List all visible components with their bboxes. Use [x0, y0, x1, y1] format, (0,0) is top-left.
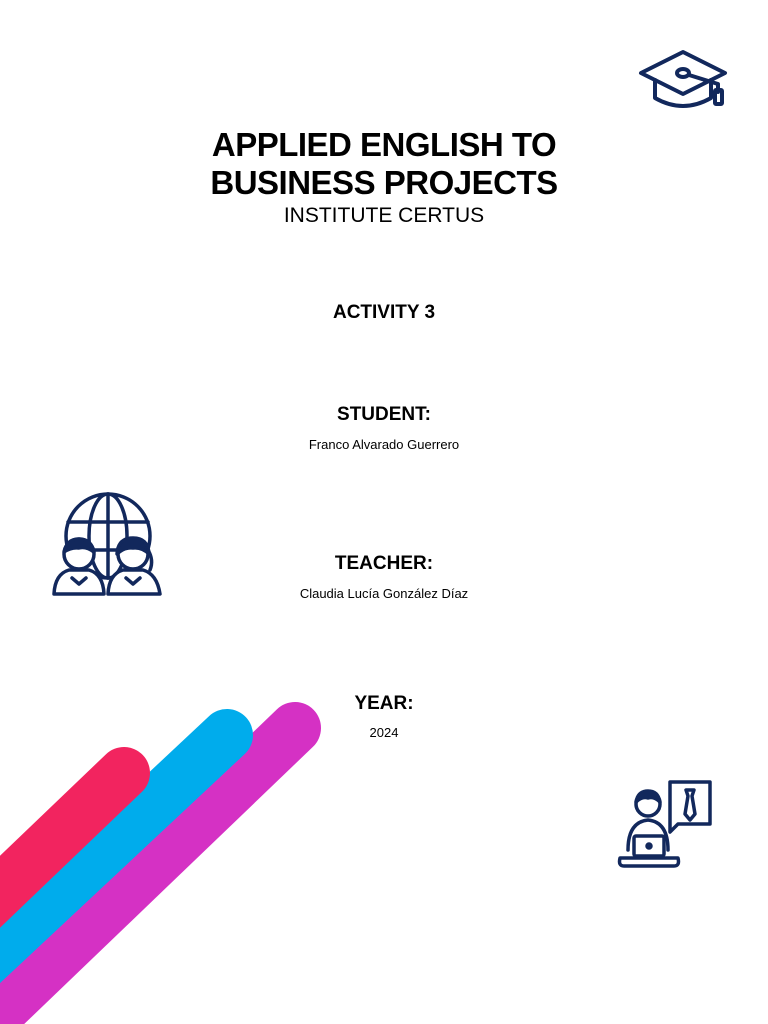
- graduation-cap-icon: [638, 48, 730, 112]
- student-name: Franco Alvarado Guerrero: [308, 437, 460, 452]
- title-line-1: APPLIED ENGLISH TO: [211, 126, 557, 163]
- student-heading: STUDENT:: [337, 404, 431, 425]
- title-line-2: BUSINESS PROJECTS: [210, 164, 558, 201]
- teacher-name: Claudia Lucía González Díaz: [299, 586, 469, 601]
- year-value: 2024: [369, 725, 399, 740]
- institution-name: INSTITUTE CERTUS: [283, 204, 485, 227]
- year-heading: YEAR:: [354, 693, 414, 714]
- online-learning-icon: [614, 778, 716, 874]
- activity-heading: ACTIVITY 3: [332, 302, 436, 323]
- global-students-icon: [50, 490, 166, 600]
- teacher-heading: TEACHER:: [334, 553, 434, 574]
